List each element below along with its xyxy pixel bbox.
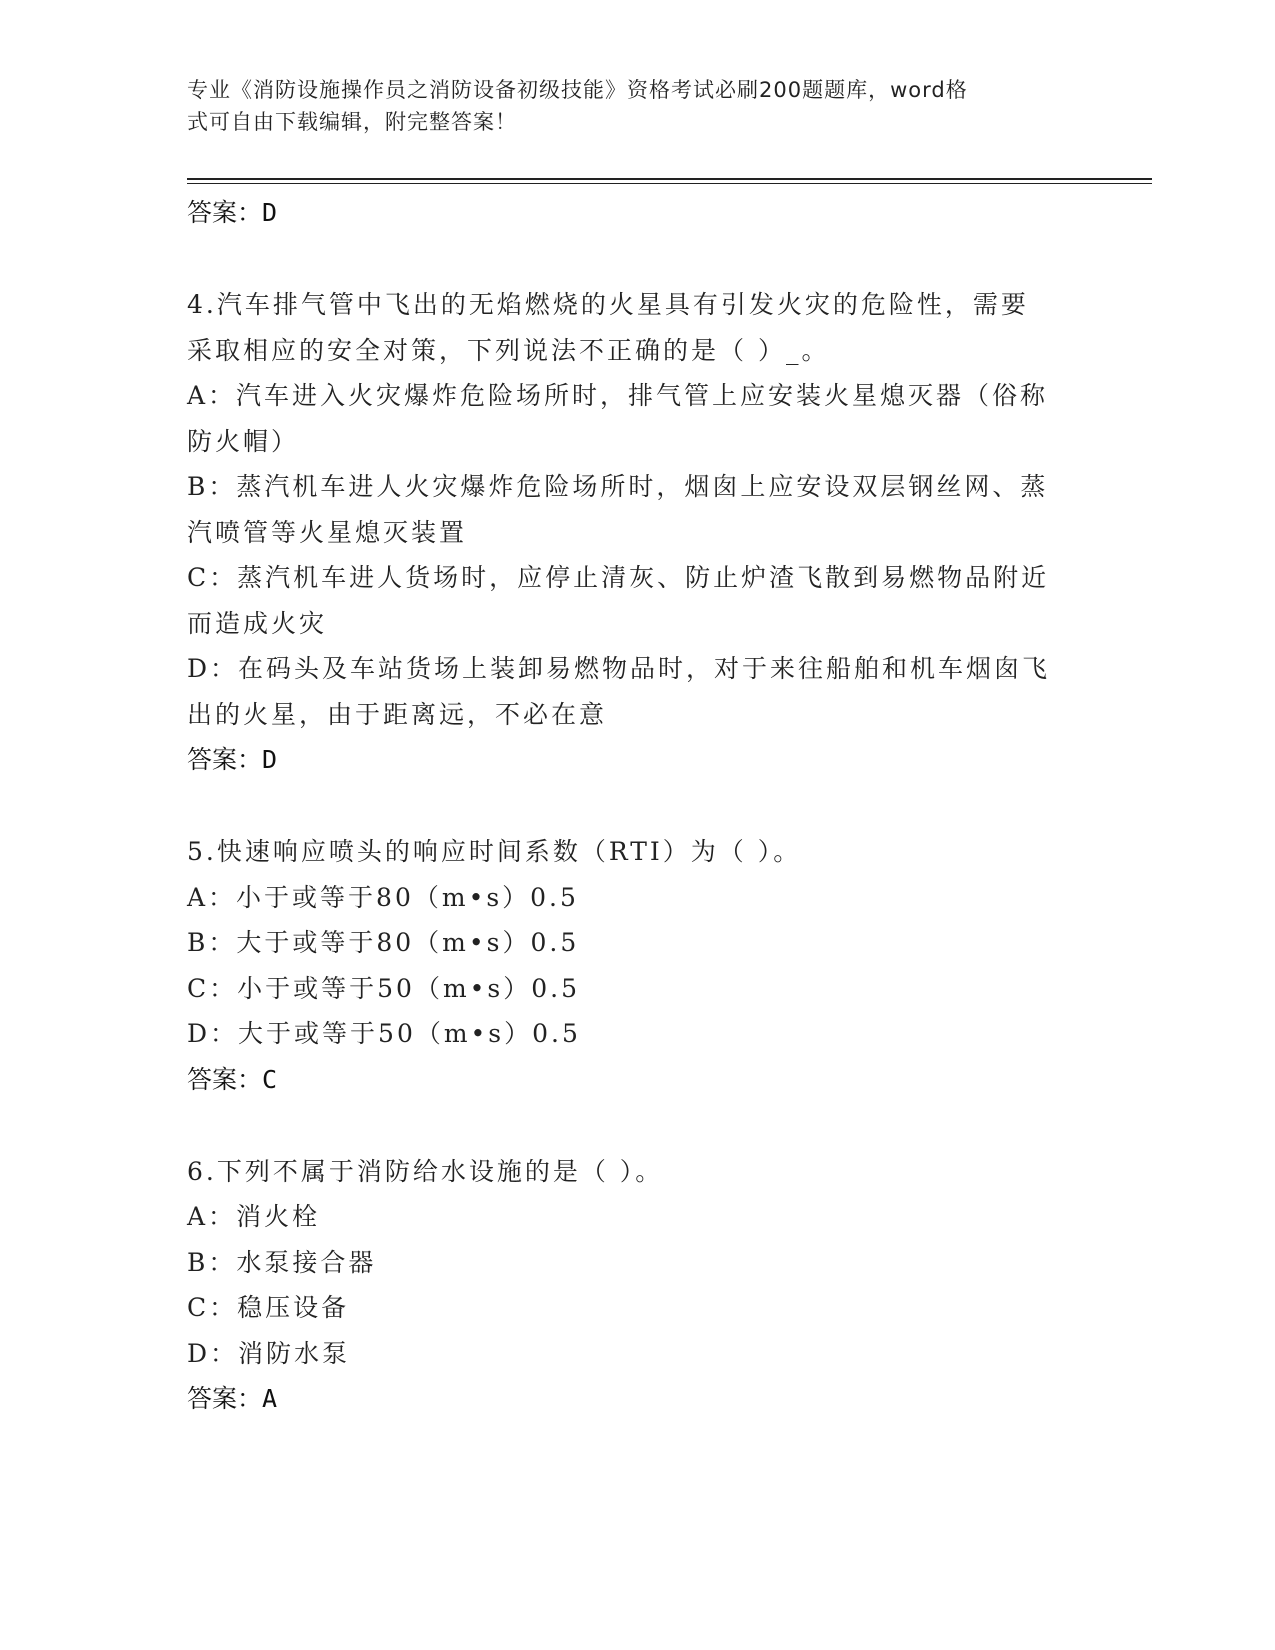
spacer (187, 236, 1087, 282)
header-line-2: 式可自由下载编辑，附完整答案！ (187, 110, 517, 134)
spacer (187, 783, 1087, 829)
option-c: C：稳压设备 (187, 1293, 350, 1322)
answer-prefix: 答案： (187, 198, 263, 227)
option-b: B：蒸汽机车进人火灾爆炸危险场所时，烟囱上应安设双层钢丝网、蒸 (187, 472, 1049, 501)
answer-line (187, 1057, 1087, 1103)
option-c-cont: 而造成火灾 (187, 608, 328, 638)
option-b: B：大于或等于80（m•s）0.5 (187, 928, 580, 957)
answer-line-q3 (187, 190, 1087, 236)
answer-prefix: 答案： (187, 1384, 263, 1413)
question-stem: 4.汽车排气管中飞出的无焰燃烧的火星具有引发火灾的危险性，需要 (187, 290, 1029, 319)
answer-value: A (262, 1384, 278, 1413)
option-d: D：消防水泵 (187, 1338, 351, 1368)
answer-prefix: 答案： (187, 745, 263, 774)
question-block-6 (187, 1149, 1087, 1423)
page-header (187, 74, 1067, 138)
answer-value: D (262, 745, 278, 774)
spacer (187, 1103, 1087, 1149)
answer-value: D (262, 198, 278, 227)
question-stem: 6.下列不属于消防给水设施的是（ ）。 (187, 1156, 664, 1186)
answer-value: C (262, 1064, 278, 1094)
header-rule-thick (187, 178, 1152, 180)
header-line-1: 专业《消防设施操作员之消防设备初级技能》资格考试必刷200题题库，word格 (187, 78, 968, 102)
option-b: B：水泵接合器 (187, 1247, 377, 1277)
option-c: C：小于或等于50（m•s）0.5 (187, 973, 580, 1003)
header-rule-thin (187, 183, 1152, 184)
option-a-cont: 防火帽） (187, 426, 300, 456)
question-list (187, 190, 1087, 1422)
question-stem: 5.快速响应喷头的响应时间系数（RTI）为（ ）。 (187, 837, 802, 866)
question-block-4 (187, 282, 1087, 783)
question-block-5 (187, 829, 1087, 1103)
option-a: A：小于或等于80（m•s）0.5 (187, 882, 579, 912)
answer-line (187, 737, 1087, 783)
question-stem-cont: 采取相应的安全对策，下列说法不正确的是（ ）_。 (187, 335, 830, 365)
option-d: D：在码头及车站货场上装卸易燃物品时，对于来往船舶和机车烟囱飞 (187, 654, 1051, 683)
option-a: A：消火栓 (187, 1202, 321, 1231)
option-b-cont: 汽喷管等火星熄灭装置 (187, 517, 468, 547)
option-d: D：大于或等于50（m•s）0.5 (187, 1019, 581, 1048)
option-c: C：蒸汽机车进人货场时，应停止清灰、防止炉渣飞散到易燃物品附近 (187, 563, 1050, 592)
option-d-cont: 出的火星，由于距离远，不必在意 (187, 699, 608, 729)
answer-prefix: 答案： (187, 1064, 263, 1094)
answer-line (187, 1376, 1087, 1422)
option-a: A：汽车进入火灾爆炸危险场所时，排气管上应安装火星熄灭器（俗称 (187, 381, 1049, 410)
